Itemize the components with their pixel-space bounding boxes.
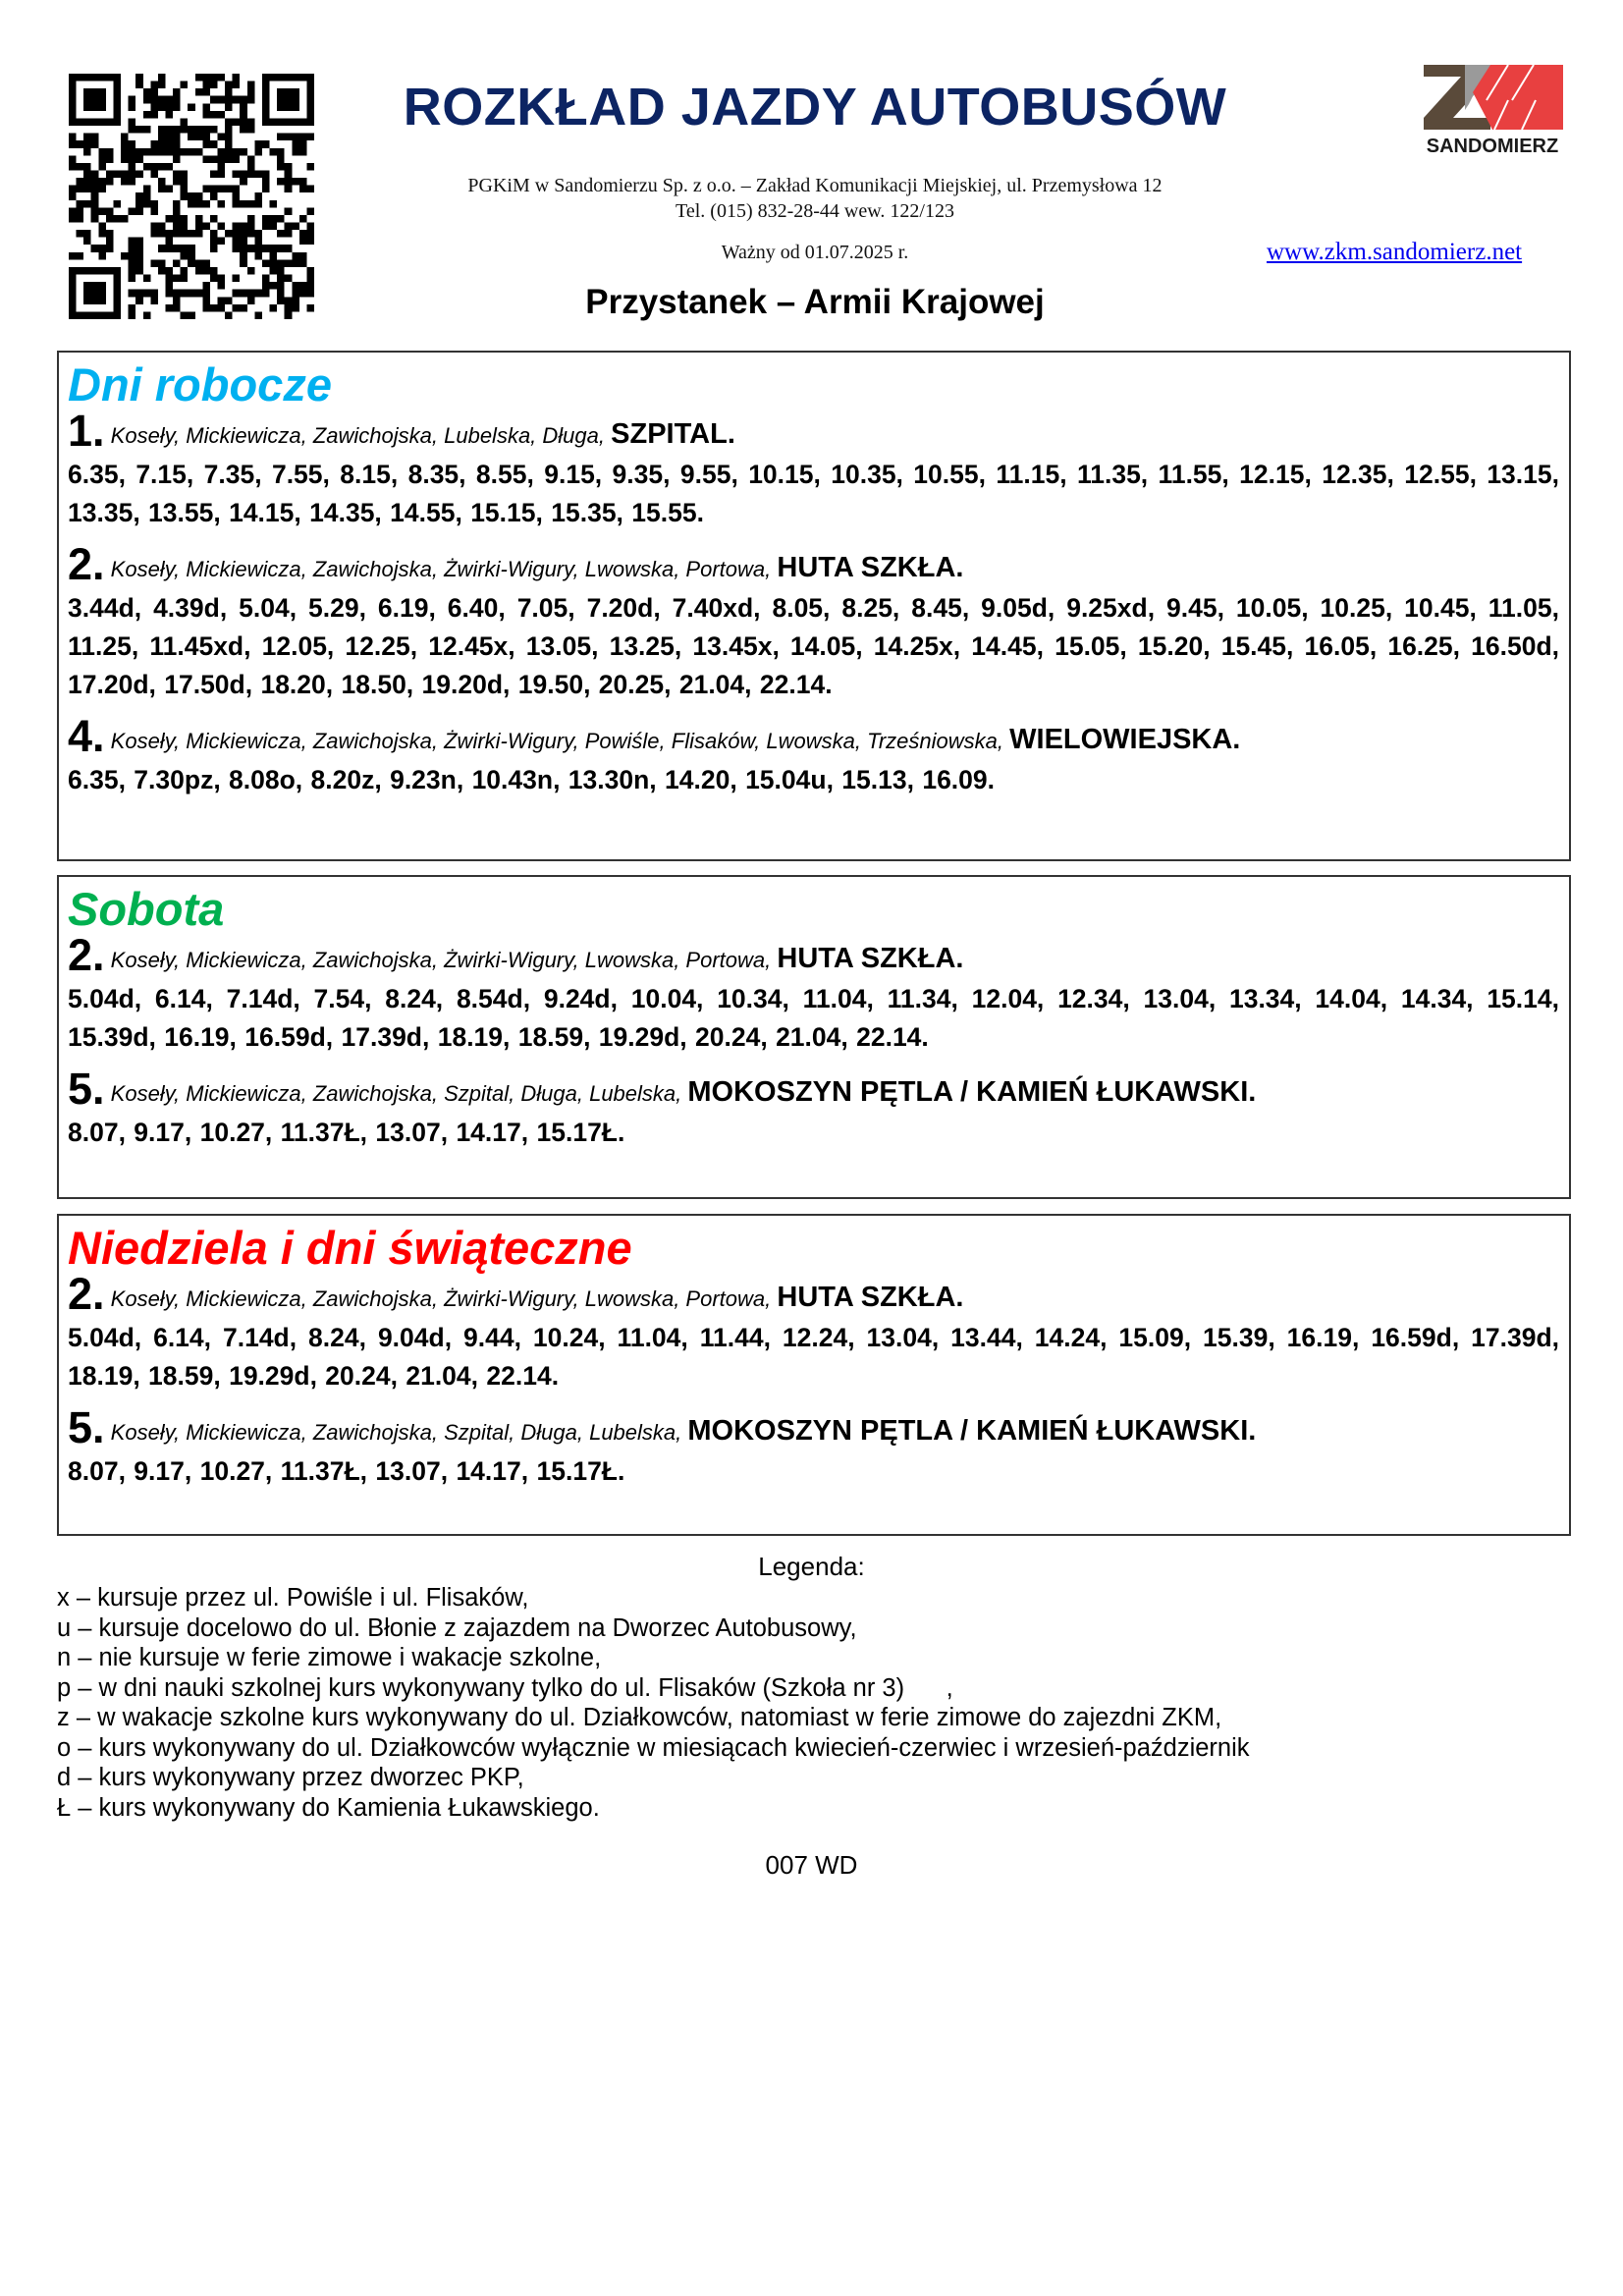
legend-list (57, 1583, 1250, 1823)
section-weekdays (57, 351, 1571, 861)
section-sunday-holidays (57, 1214, 1571, 1536)
company-info (324, 173, 1306, 224)
section-title: Sobota (68, 883, 225, 935)
route-destination: MOKOSZYN PĘTLA / KAMIEŃ ŁUKAWSKI. (687, 1415, 1257, 1447)
route-number: 5. (68, 1402, 105, 1452)
route-destination: HUTA SZKŁA. (777, 552, 964, 583)
route-via: Koseły, Mickiewicza, Zawichojska, Szpital, Długa, Lubelska, (110, 1081, 682, 1106)
page-title: ROZKŁAD JAZDY AUTOBUSÓW (403, 78, 1227, 137)
legend-item: u – kursuje docelowo do ul. Błonie z zajazdem na Dworzec Autobusowy, (57, 1613, 857, 1642)
route-destination: HUTA SZKŁA. (777, 943, 964, 974)
company-address: PGKiM w Sandomierzu Sp. z o.o. – Zakład Komunikacji Miejskiej, ul. Przemysłowa 12 (467, 175, 1163, 196)
zkm-logo-icon (1414, 61, 1571, 132)
legend-item: x – kursuje przez ul. Powiśle i ul. Flisaków, (57, 1584, 529, 1612)
route-times: 8.07, 9.17, 10.27, 11.37Ł, 13.07, 14.17, 15.17Ł. (68, 1118, 625, 1147)
route-4 (68, 711, 1559, 799)
qr-code-icon (69, 74, 314, 319)
timetable-code: 007 WD (765, 1850, 858, 1880)
route-via: Koseły, Mickiewicza, Zawichojska, Żwirki-Wigury, Lwowska, Portowa, (110, 557, 772, 581)
route-number: 2. (68, 539, 105, 589)
route-times: 6.35, 7.30pz, 8.08o, 8.20z, 9.23n, 10.43n, 13.30n, 14.20, 15.04u, 15.13, 16.09. (68, 765, 996, 794)
zkm-logo (1414, 61, 1571, 159)
route-via: Koseły, Mickiewicza, Zawichojska, Lubelska, Długa, (110, 423, 606, 448)
route-times: 3.44d, 4.39d, 5.04, 5.29, 6.19, 6.40, 7.05, 7.20d, 7.40xd, 8.05, 8.25, 8.45, 9.05d, 9.25xd, 9.45, 10.05, 10.25, 10.45, 11.05, 11.25, 11.45xd, 12.05, 12.25, 12.45x, 13.05, 13.25, 13.45x, 14.05, 14.25x, 14.45, 15.05, 15.20, 15.45, 16.05, 16.25, 16.50d, 17.20d, 17.50d, 18.20, 18.50, 19.20d, 19.50, 20.25, 21.04, 22.14. (68, 593, 1559, 699)
route-number: 2. (68, 1269, 105, 1319)
route-destination: MOKOSZYN PĘTLA / KAMIEŃ ŁUKAWSKI. (687, 1076, 1257, 1108)
route-times: 5.04d, 6.14, 7.14d, 7.54, 8.24, 8.54d, 9.24d, 10.04, 10.34, 11.04, 11.34, 12.04, 12.34, 13.04, 13.34, 14.04, 14.34, 15.14, 15.39d, 16.19, 16.59d, 17.39d, 18.19, 18.59, 19.29d, 20.24, 21.04, 22.14. (68, 984, 1559, 1052)
legend-item: n – nie kursuje w ferie zimowe i wakacje szkolne, (57, 1644, 602, 1671)
company-phone: Tel. (015) 832-28-44 wew. 122/123 (676, 200, 954, 222)
section-saturday (57, 875, 1571, 1199)
route-times: 6.35, 7.15, 7.35, 7.55, 8.15, 8.35, 8.55, 9.15, 9.35, 9.55, 10.15, 10.35, 10.55, 11.15, 11.35, 11.55, 12.15, 12.35, 12.55, 13.15, 13.35, 13.55, 14.15, 14.35, 14.55, 15.15, 15.35, 15.55. (68, 460, 1559, 527)
route-5 (68, 1064, 1559, 1152)
valid-from: Ważny od 01.07.2025 r. (721, 242, 909, 263)
route-via: Koseły, Mickiewicza, Zawichojska, Żwirki-Wigury, Powiśle, Flisaków, Lwowska, Trześniowska, (110, 729, 1004, 753)
legend-item: Ł – kurs wykonywany do Kamienia Łukawskiego. (57, 1793, 600, 1822)
route-2 (68, 1269, 1559, 1395)
route-number: 1. (68, 406, 105, 456)
route-number: 2. (68, 930, 105, 980)
legend-title: Legenda: (758, 1552, 865, 1581)
legend-item: d – kurs wykonywany przez dworzec PKP, (57, 1764, 524, 1791)
stop-name: Przystanek – Armii Krajowej (585, 283, 1045, 321)
route-1 (68, 406, 1559, 532)
section-title: Dni robocze (68, 358, 332, 410)
route-destination: WIELOWIEJSKA. (1009, 724, 1241, 755)
route-via: Koseły, Mickiewicza, Zawichojska, Żwirki-Wigury, Lwowska, Portowa, (110, 1286, 772, 1311)
route-2 (68, 539, 1559, 704)
route-destination: HUTA SZKŁA. (777, 1282, 964, 1313)
website-link[interactable]: www.zkm.sandomierz.net (1267, 239, 1523, 265)
route-number: 4. (68, 711, 105, 761)
route-via: Koseły, Mickiewicza, Zawichojska, Żwirki-Wigury, Lwowska, Portowa, (110, 948, 772, 972)
route-2 (68, 930, 1559, 1057)
route-destination: SZPITAL. (611, 418, 735, 450)
route-times: 5.04d, 6.14, 7.14d, 8.24, 9.04d, 9.44, 10.24, 11.04, 11.44, 12.24, 13.04, 13.44, 14.24, 15.09, 15.39, 16.19, 16.59d, 17.39d, 18.19, 18.59, 19.29d, 20.24, 21.04, 22.14. (68, 1323, 1559, 1391)
logo-text: SANDOMIERZ (1426, 136, 1559, 157)
route-number: 5. (68, 1064, 105, 1114)
legend-item: o – kurs wykonywany do ul. Działkowców wyłącznie w miesiącach kwiecień-czerwiec i wrzesień-październik (57, 1733, 1250, 1762)
legend-item: z – w wakacje szkolne kurs wykonywany do ul. Działkowców, natomiast w ferie zimowe do zajezdni ZKM, (57, 1704, 1222, 1731)
legend-item: p – w dni nauki szkolnej kurs wykonywany tylko do ul. Flisaków (Szkoła nr 3) , (57, 1673, 953, 1702)
route-times: 8.07, 9.17, 10.27, 11.37Ł, 13.07, 14.17, 15.17Ł. (68, 1456, 625, 1486)
route-via: Koseły, Mickiewicza, Zawichojska, Szpital, Długa, Lubelska, (110, 1420, 682, 1445)
section-title: Niedziela i dni świąteczne (68, 1222, 632, 1274)
route-5 (68, 1402, 1559, 1491)
